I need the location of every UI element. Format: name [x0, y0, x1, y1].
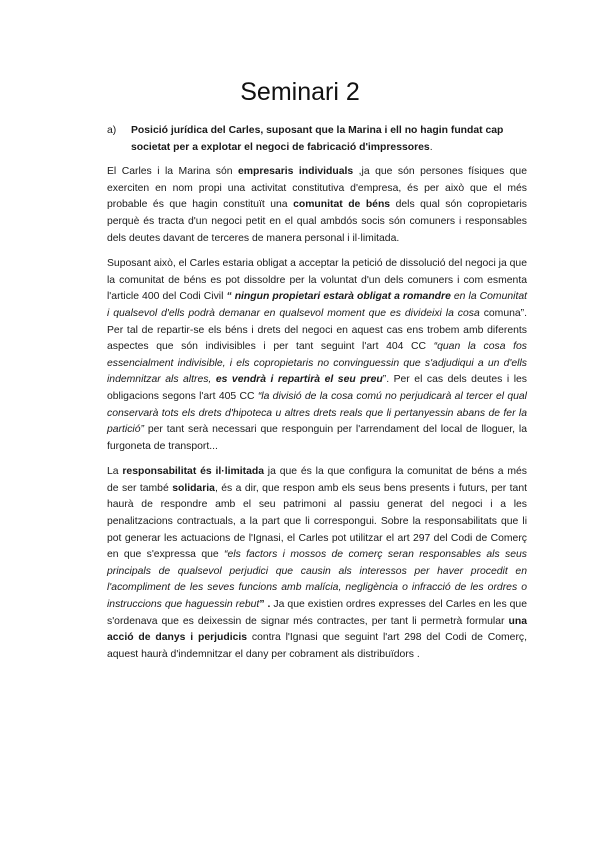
p2-text-3: Per tal de repartir-se els béns i drets del negoci en aquest cas ens trobem amb diferents aspectes que són indivisibles i per tant seguint l'art 404 CC [107, 324, 527, 353]
p3-text-2: ja que és la que configura la comunitat de béns a més de ser també [107, 466, 527, 494]
paragraph-3 [107, 464, 527, 663]
p3-bold-2: solidaria [172, 482, 215, 494]
p2-text-2: comuna”. [479, 307, 528, 319]
page-title: Seminari 2 [240, 78, 360, 106]
p1-bold-2: comunitat de béns [293, 199, 391, 211]
p3-text-4: Ja que existien ordres expresses del Carles en les que s'ordenava que es deixessin de signar més contractes, per tant li permetrà formular [107, 599, 527, 627]
p1-text-3: dels qual són copropietaris perquè és tracta d'un negoci petit en el qual ambdós socis són comuners i responsables dels deutes davant de terceres de manera personal i il·limitada. [107, 199, 527, 244]
p1-text-1: El Carles i la Marina són [107, 166, 238, 178]
p2-text-4: ”. Per el cas dels deutes i les obligacions segons l'art 405 CC [107, 374, 527, 402]
p2-quote-2: “quan la cosa fos essencialment indivisible, i els copropietaris no convinguessin que s'adjudiqui a un d'ells indemnitzar als altres, [107, 341, 527, 386]
p3-quote-1: “els factors i mossos de comerç seran responsables als seus principals de qualsevol perjudici que causin als interessos per haver procedit en l'acompliment de les seves funcions amb malícia, negligència o infracció de les ordres o instruccions que haguessin rebut [107, 549, 527, 611]
p2-text-1: Suposant això, el Carles estaria obligat a acceptar la petició de dissolució del negoci ja que la comunitat de béns es pot dissoldre per la voluntat d'un dels comuners i com esmenta l'article 400 del Codi Civil [107, 258, 527, 303]
p1-bold-1: empresaris individuals [238, 166, 354, 178]
p3-text-5: contra l'Ignasi que seguint l'art 298 del Codi de Comerç, aquest haurà d'indemnitzar el dany per cobrament als distribuïdors . [107, 632, 527, 660]
p2-text-5: per tant serà necessari que responguin per l'arrendament del local de lloguer, la furgoneta de transport... [107, 424, 527, 452]
document-body [107, 123, 527, 672]
p3-text-3: , és a dir, que respon amb els seus bens presents i futurs, per tant haurà de respondre amb el seu patrimoni al passiu generat del negoci i a les penalitzacions contractuals, a la part que li correspongui. Sobre la responsabilitats que li pot generar les actuacions de l'Ignasi, el Carles pot utilitzar el art 297 del Codi de Comerç en que s'expressa que [107, 482, 528, 561]
p2-quote-1-bold: “ ningun propietari estarà obligat a romandre [226, 291, 451, 303]
p3-bold-4: una acció de danys i perjudicis [107, 615, 527, 644]
question-text-wrap [131, 123, 527, 156]
p2-quote-2-bold: es vendrà i repartirà el seu preu [211, 374, 383, 386]
question-text: Posició jurídica del Carles, suposant que la Marina i ell no hagin fundat cap societat per a explotar el negoci de fabricació d'impressores [131, 125, 504, 153]
p3-text-1: La [107, 466, 123, 478]
list-marker: a) [107, 125, 117, 136]
question-end: . [429, 141, 433, 153]
p2-quote-1: en la Comunitat i qualsevol d'ells podrà demanar en qualsevol moment que es divideixi la cosa [107, 291, 528, 319]
p3-bold-3: ” . [259, 599, 271, 611]
p3-bold-1: responsabilitat és il·limitada [122, 466, 264, 478]
p2-quote-3: “la divisió de la cosa comú no perjudicarà al tercer el qual conservarà tots els drets d'hipoteca u altres drets reals que li pertanyessin abans de fer la partició” [107, 390, 527, 436]
paragraph-1 [107, 164, 527, 247]
paragraph-2 [107, 256, 527, 455]
p1-text-2: ,ja que són persones físiques que exerciten en nom propi una activitat constitutiva d'empresa, és per això que el més probable és que hagin constituït una [107, 166, 527, 211]
question-item [107, 123, 527, 156]
